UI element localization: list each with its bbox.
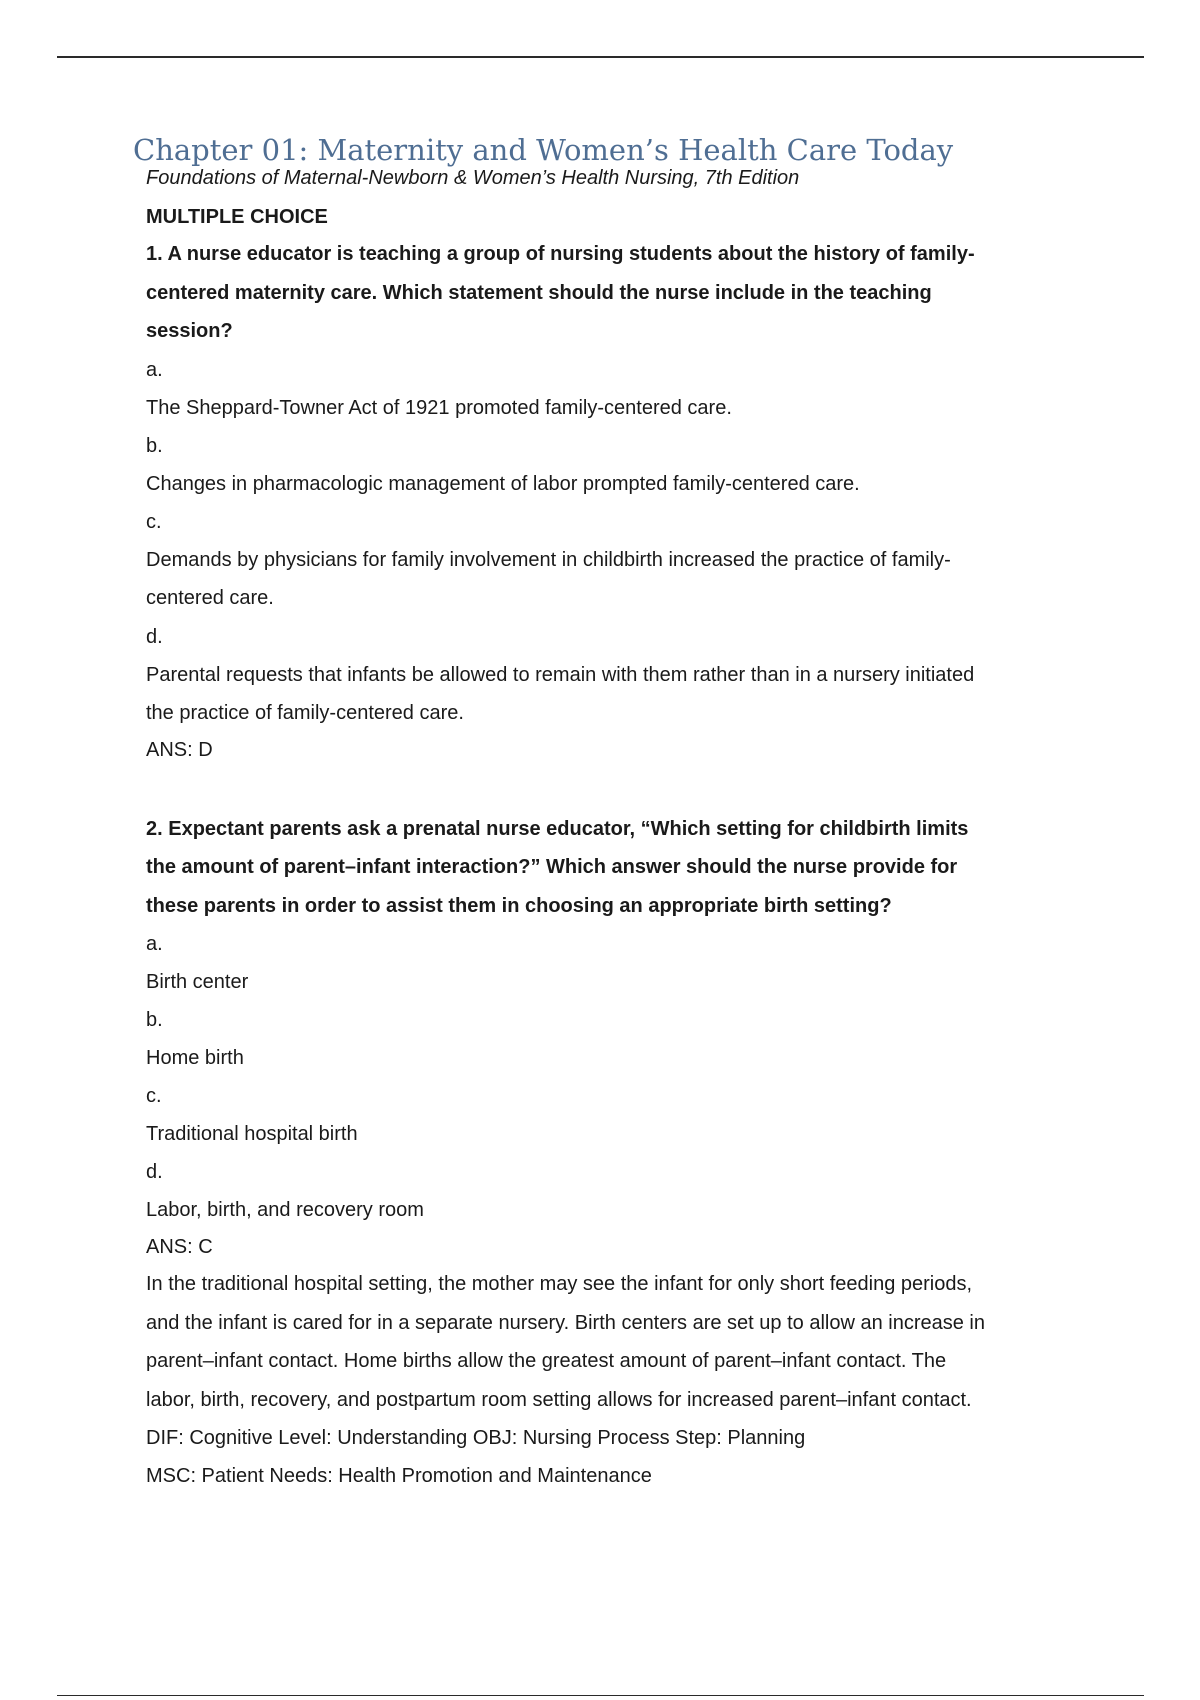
- chapter-title: Chapter 01: Maternity and Women’s Health Care Today: [133, 133, 954, 167]
- question-prompt-line: the amount of parent–infant interaction?” Which answer should the nurse provide for: [146, 856, 958, 878]
- spacer: [146, 768, 1086, 804]
- option-text: The Sheppard-Towner Act of 1921 promoted family-centered care.: [146, 396, 732, 419]
- option-letter: d.: [146, 625, 163, 648]
- rationale-line: labor, birth, recovery, and postpartum room setting allows for increased parent–infant contact.: [146, 1388, 972, 1411]
- question-prompt-line: 2. Expectant parents ask a prenatal nurse educator, “Which setting for childbirth limits: [146, 817, 969, 840]
- option-text: Home birth: [146, 1047, 244, 1069]
- rationale-line: In the traditional hospital setting, the mother may see the infant for only short feeding periods,: [146, 1273, 973, 1295]
- question-2: [146, 810, 1086, 1496]
- option-text: the practice of family-centered care.: [146, 701, 464, 724]
- rationale-line: and the infant is cared for in a separate nursery. Birth centers are set up to allow an increase in: [146, 1311, 985, 1334]
- question-1-prompt: [146, 235, 1086, 351]
- difficulty-objective: DIF: Cognitive Level: Understanding OBJ: Nursing Process Step: Planning: [146, 1427, 806, 1449]
- question-prompt-line: 1. A nurse educator is teaching a group of nursing students about the history of family-: [146, 243, 975, 265]
- option-letter: b.: [146, 434, 163, 457]
- question-1: [146, 235, 1086, 768]
- option-text: centered care.: [146, 587, 274, 609]
- option-text: Demands by physicians for family involvement in childbirth increased the practice of family-: [146, 548, 951, 571]
- option-letter: a.: [146, 358, 163, 381]
- footer-rule: [57, 1695, 1144, 1696]
- option-letter: a.: [146, 933, 163, 955]
- question-prompt-line: session?: [146, 320, 233, 342]
- question-prompt-line: these parents in order to assist them in choosing an appropriate birth setting?: [146, 894, 892, 917]
- answer-key: ANS: D: [146, 738, 213, 761]
- question-prompt-line: centered maternity care. Which statement should the nurse include in the teaching: [146, 281, 932, 304]
- question-2-prompt: [146, 810, 1086, 926]
- rationale-line: parent–infant contact. Home births allow the greatest amount of parent–infant contact. The: [146, 1350, 947, 1372]
- option-text: Labor, birth, and recovery room: [146, 1199, 424, 1221]
- client-needs: MSC: Patient Needs: Health Promotion and Maintenance: [146, 1465, 652, 1487]
- answer-key: ANS: C: [146, 1236, 213, 1258]
- option-letter: c.: [146, 510, 162, 533]
- option-text: Changes in pharmacologic management of labor prompted family-centered care.: [146, 472, 860, 495]
- option-text: Birth center: [146, 971, 249, 993]
- option-text: Parental requests that infants be allowed to remain with them rather than in a nursery initiated: [146, 663, 975, 686]
- document-page: [133, 130, 1086, 1495]
- section-heading: MULTIPLE CHOICE: [146, 206, 328, 228]
- option-text: Traditional hospital birth: [146, 1123, 358, 1145]
- header-rule: [57, 56, 1144, 58]
- book-subtitle: Foundations of Maternal-Newborn & Women’s Health Nursing, 7th Edition: [146, 167, 800, 189]
- rationale: [146, 1265, 1086, 1419]
- option-letter: c.: [146, 1085, 162, 1107]
- option-letter: b.: [146, 1009, 163, 1031]
- option-letter: d.: [146, 1161, 163, 1183]
